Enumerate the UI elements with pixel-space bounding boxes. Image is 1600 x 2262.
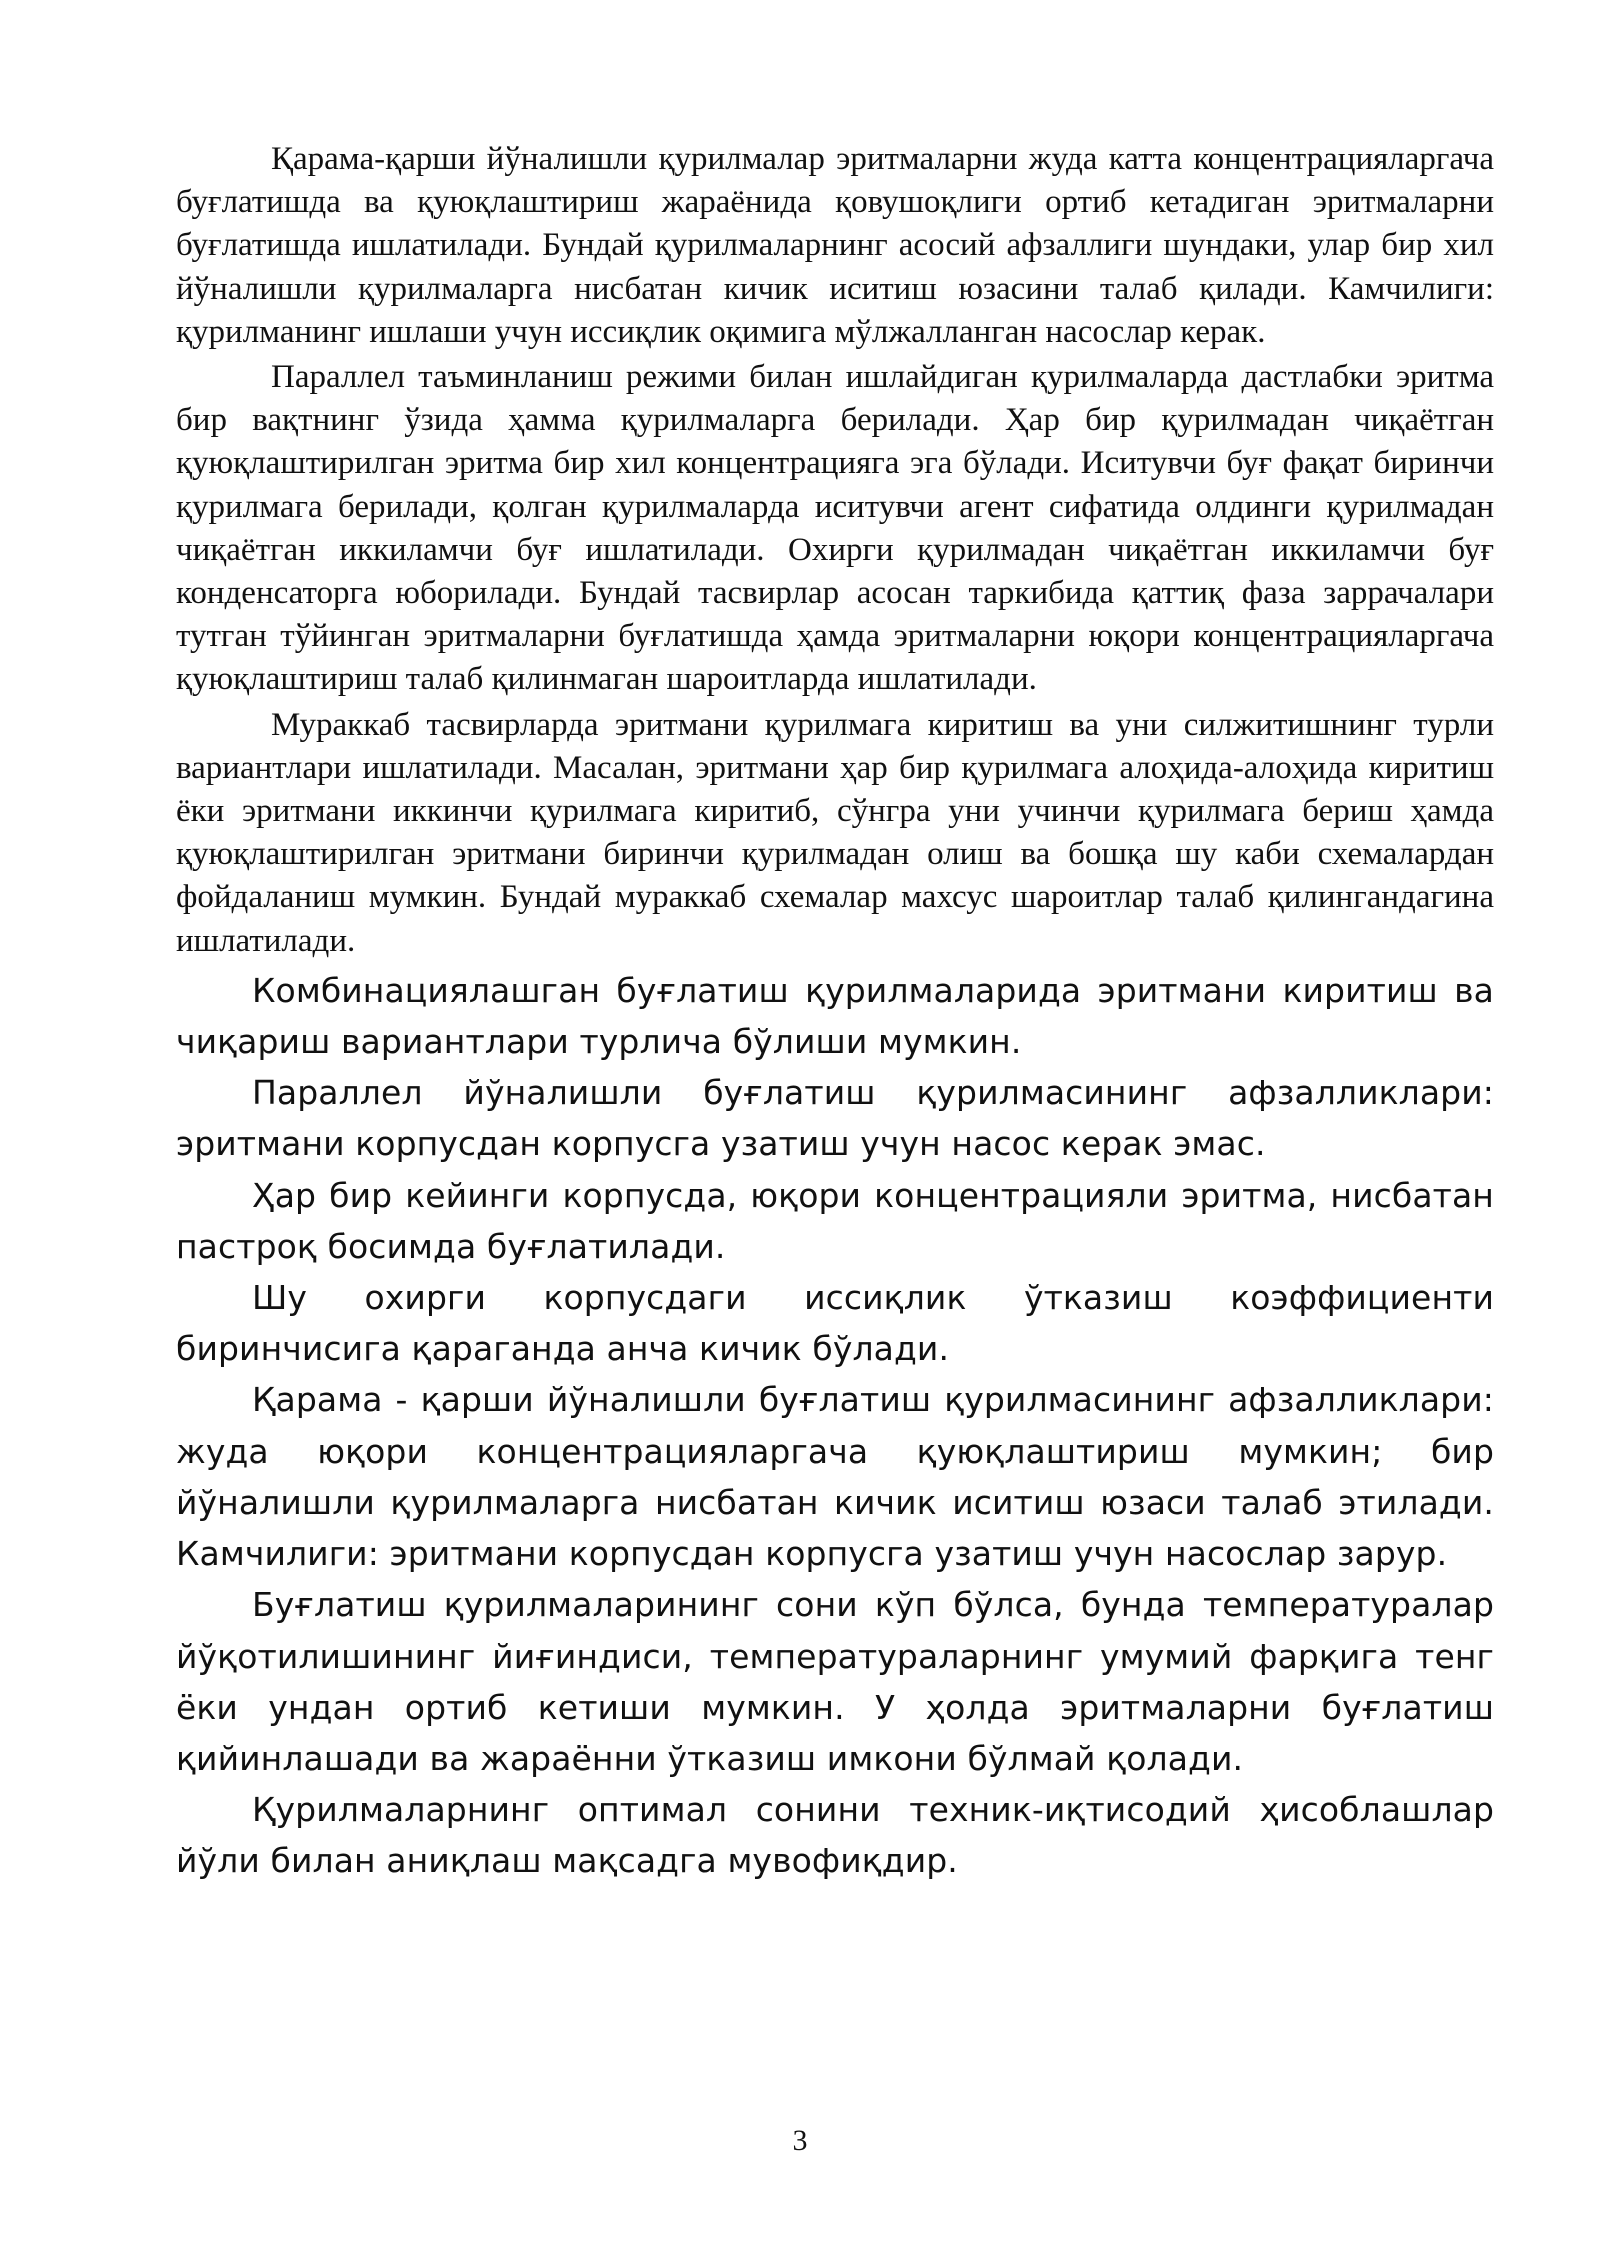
paragraph-counter-advantages: Қарама - қарши йўналишли буғлатиш қурилмасининг афзалликлари: жуда юқори концентрацияларгача қуюқлаштириш мумкин; бир йўналишли қурилмаларга нисбатан кичик иситиш юзаси талаб этилади. Камчилиги: эритмани корпусдан корпусга узатиш учун насослар зарур. xyxy=(176,1380,1494,1574)
page-number: 3 xyxy=(792,2124,808,2157)
paragraph-unit-count: Буғлатиш қурилмаларининг сони кўп бўлса, бунда температуралар йўқотилишининг йиғиндиси, температураларнинг умумий фарқига тенг ёки ундан ортиб кетиши мумкин. У ҳолда эритмаларни буғлатиш қийинлашади ва жараённи ўтказиш имкони бўлмай қолади. xyxy=(176,1585,1494,1778)
paragraph-last-body: Шу охирги корпусдаги иссиқлик ўтказиш коэффициенти биринчисига қараганда анча кичик бўлади. xyxy=(176,1278,1494,1369)
paragraph-parallel-advantages: Параллел йўналишли буғлатиш қурилмасининг афзалликлари: эритмани корпусдан корпусга узатиш учун насос керак эмас. xyxy=(176,1073,1494,1164)
paragraph-counter-flow: Қарама-қарши йўналишли қурилмалар эритмаларни жуда катта концентрацияларгача буғлатишда ва қуюқлаштириш жараёнида қовушоқлиги ортиб кетадиган эритмаларни буғлатишда ишлатилади. Бундай қурилмаларнинг асосий афзаллиги шундаки, улар бир хил йўналишли қурилмаларга нисбатан кичик иситиш юзасини талаб қилади. Камчилиги: қурилманинг ишлаши учун иссиқлик оқимига мўлжалланган насослар керак. xyxy=(176,141,1494,350)
paragraph-next-body: Ҳар бир кейинги корпусда, юқори концентрацияли эритма, нисбатан пастроқ босимда буғлатилади. xyxy=(176,1175,1494,1266)
page-body xyxy=(176,138,1494,1887)
paragraph-complex-schemes: Мураккаб тасвирларда эритмани қурилмага киритиш ва уни силжитишнинг турли вариантлари ишлатилади. Масалан, эритмани ҳар бир қурилмага алоҳида-алоҳида киритиш ёки эритмани иккинчи қурилмага киритиб, сўнгра уни учинчи қурилмага бериш ҳамда қуюқлаштирилган эритмани биринчи қурилмадан олиш ва бошқа шу каби схемалардан фойдаланиш мумкин. Бундай мураккаб схемалар махсус шароитлар талаб қилингандагина ишлатилади. xyxy=(176,706,1494,959)
paragraph-parallel-feed: Параллел таъминланиш режими билан ишлайдиган қурилмаларда дастлабки эритма бир вақтнинг ўзида ҳамма қурилмаларга берилади. Ҳар бир қурилмадан чиқаётган қуюқлаштирилган эритма бир хил концентрацияга эга бўлади. Иситувчи буғ фақат биринчи қурилмага берилади, қолган қурилмаларда иситувчи агент сифатида олдинги қурилмадан чиқаётган иккиламчи буғ ишлатилади. Охирги қурилмадан чиқаётган иккиламчи буғ конденсаторга юборилади. Бундай тасвирлар асосан таркибида қаттиқ фаза заррачалари тутган тўйинган эритмаларни буғлатишда ҳамда эритмаларни юқори концентрацияларгача қуюқлаштириш талаб қилинмаган шароитларда ишлатилади. xyxy=(176,359,1494,698)
paragraph-optimal-count: Қурилмаларнинг оптимал сонини техник-иқтисодий ҳисоблашлар йўли билан аниқлаш мақсадга мувофиқдир. xyxy=(176,1790,1494,1881)
paragraph-combined-units: Комбинациялашган буғлатиш қурилмаларида эритмани киритиш ва чиқариш вариантлари турлича бўлиши мумкин. xyxy=(176,970,1494,1062)
